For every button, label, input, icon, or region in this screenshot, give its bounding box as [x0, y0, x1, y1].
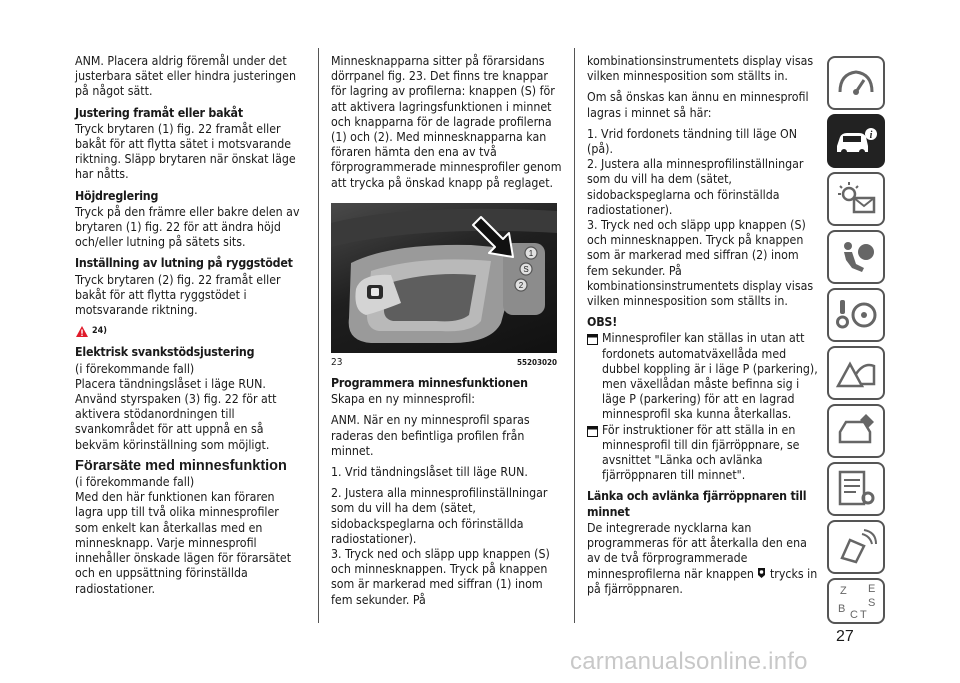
subheading: Höjdreglering: [75, 188, 159, 203]
paragraph: Om så önskas kan ännu en minnesprofil lagras i minnet så här:: [587, 90, 809, 120]
technical-data-icon: [834, 470, 878, 508]
index-letter: S: [868, 597, 876, 609]
tab-technical-data[interactable]: [827, 462, 885, 516]
paragraph: 1. Vrid fordonets tändning till läge ON (på).: [587, 126, 798, 157]
figure-caption: [331, 355, 557, 370]
paragraph: 2. Justera alla minnesprofilinställningar som du vill ha dem (sätet, sidobackspeglarna och förinställda radiostationer).: [331, 486, 548, 546]
airbag-safety-icon: [834, 238, 878, 276]
tab-maintenance[interactable]: [827, 404, 885, 458]
paragraph-text: De integrerade nycklarna kan programmeras för att återkalla den ena av de två förprogrammerade minnesprofilerna när knappen: [587, 520, 807, 581]
warning-triangle-icon: [75, 325, 89, 338]
subheading: Justering framåt eller bakåt: [75, 105, 243, 120]
note-text: För instruktioner för att ställa in en minnesprofil till din fjärröppnare, se avsnittet "Länka och avlänka fjärröppnaren till minnet".: [602, 422, 800, 483]
paragraph: (i förekommande fall): [75, 475, 195, 490]
paragraph: kombinationsinstrumentets display visas vilken minnesposition som ställts in.: [587, 54, 814, 84]
page-number: 27: [836, 628, 854, 645]
text-column-2: [331, 54, 564, 614]
warning-reference: [75, 324, 305, 339]
column-divider: [574, 48, 575, 623]
figure-number: 23: [331, 356, 343, 368]
tab-airbag-safety[interactable]: [827, 230, 885, 284]
index-letter: B: [838, 603, 846, 615]
index-letter: Z: [840, 585, 847, 597]
paragraph: 3. Tryck ned och släpp upp knappen (S) och minnesknappen. Tryck på knappen som är markerad med siffran (2) inom fem sekunder. På kombinationsinstrumentets display visas vilken minnesposition som ställts in.: [587, 218, 814, 309]
remote-memory-key-icon: [757, 567, 766, 579]
paragraph-text: trycks in på fjärröppnaren.: [587, 566, 818, 596]
door-panel-illustration: [331, 203, 557, 353]
subheading: Programmera minnesfunktionen: [331, 376, 528, 391]
tab-emergency[interactable]: [827, 346, 885, 400]
subheading: Länka och avlänka fjärröppnaren till minnet: [587, 489, 807, 519]
column-divider: [318, 48, 319, 623]
lights-signals-icon: [834, 180, 878, 218]
memory-button-2-label: 2: [518, 280, 524, 290]
index-letter: T: [860, 609, 867, 620]
starting-driving-icon: [834, 296, 878, 334]
index-letter: E: [868, 583, 876, 595]
paragraph: Minnesknapparna sitter på förarsidans dörrpanel fig. 23. Det finns tre knappar för lagring av profilerna: knappen (S) för att aktivera lagringsfunktionen i minnet och knapparna för de lagrade profilerna (1) och (2). Med minnesknapparna kan föraren hämta den ena av två förprogrammerade minnesprofiler genom att trycka på önskad knapp på reglaget.: [331, 54, 562, 190]
tab-index[interactable]: [827, 578, 885, 624]
memory-button-1-label: 1: [528, 248, 534, 258]
tab-starting-driving[interactable]: [827, 288, 885, 342]
figure-code: 55203020: [516, 357, 557, 367]
memory-button-s-label: S: [523, 264, 529, 274]
subheading: OBS!: [587, 315, 618, 330]
warning-ref-number: 24): [92, 326, 107, 337]
tab-car-info[interactable]: [827, 114, 885, 168]
tab-multimedia[interactable]: [827, 520, 885, 574]
svg-text:i: i: [869, 130, 873, 141]
figure-door-memory-buttons: [331, 203, 557, 353]
paragraph: 1. Vrid tändningslåset till läge RUN.: [331, 465, 528, 480]
note-text: Minnesprofiler kan ställas in utan att fordonets automatväxellåda med dubbel koppling är i läge P (parkering), men växellådan måste befinna sig i läge P (parkering) för att en lagrad minnesprofil ska kunna återkallas.: [602, 331, 818, 422]
paragraph: Tryck brytaren (1) fig. 22 framåt eller bakåt för att flytta sätet i motsvarande riktning. Släpp brytaren när önskat läge har nåtts.: [75, 121, 296, 182]
section-heading: Förarsäte med minnesfunktion: [75, 457, 287, 474]
paragraph: 3. Tryck ned och släpp upp knappen (S) och minnesknappen. Tryck på knappen som är markerad med siffran (1) inom fem sekunder. På: [331, 547, 550, 607]
dashboard-warning-icon: [834, 64, 878, 102]
note-item: [587, 423, 819, 484]
paragraph: Med den här funktionen kan föraren lagra upp till två olika minnesprofiler som enkelt kan återkallas med en minnesknapp. Varje minnesprofil innehåller önskade lägen för förarsätet och en uppsättning förinställda radiostationer.: [75, 490, 292, 596]
text-column-3: [587, 54, 819, 603]
paragraph: Placera tändningslåset i läge RUN. Använd styrspaken (3) fig. 22 för att aktivera stödanordningen till svankområdet för att uppnå en så bekväm körinställning som möjligt.: [75, 376, 277, 452]
note-item: [587, 331, 819, 422]
paragraph: 2. Justera alla minnesprofilinställningar som du vill ha dem (sätet, sidobackspeglarna och förinställda radiostationer).: [587, 157, 804, 217]
car-info-icon: [834, 122, 878, 160]
paragraph: (i förekommande fall): [75, 361, 195, 376]
paragraph: Tryck på den främre eller bakre delen av brytaren (1) fig. 22 för att ändra höjd och/eller lutning på sätets sits.: [75, 204, 300, 250]
subheading: Inställning av lutning på ryggstödet: [75, 256, 293, 271]
paragraph: Skapa en ny minnesprofil:: [331, 392, 476, 407]
emergency-icon: [834, 354, 878, 392]
note-book-icon: [587, 426, 598, 437]
watermark-text: carmanualsonline.info: [570, 648, 808, 675]
text-column-1: [75, 54, 305, 603]
paragraph: ANM. När en ny minnesprofil sparas raderas den befintliga profilen från minnet.: [331, 413, 530, 458]
tab-lights-signals[interactable]: [827, 172, 885, 226]
multimedia-icon: [834, 528, 878, 566]
maintenance-icon: [834, 412, 878, 450]
note-book-icon: [587, 334, 598, 345]
index-letter: C: [850, 609, 858, 620]
index-icon: [834, 582, 878, 620]
paragraph: [587, 521, 819, 597]
tab-dashboard-warning[interactable]: [827, 56, 885, 110]
subheading: Elektrisk svankstödsjustering: [75, 345, 255, 360]
paragraph: ANM. Placera aldrig föremål under det justerbara sätet eller hindra justeringen på något sätt.: [75, 54, 296, 99]
paragraph: Tryck brytaren (2) fig. 22 framåt eller bakåt för att flytta ryggstödet i motsvarande riktning.: [75, 272, 281, 318]
